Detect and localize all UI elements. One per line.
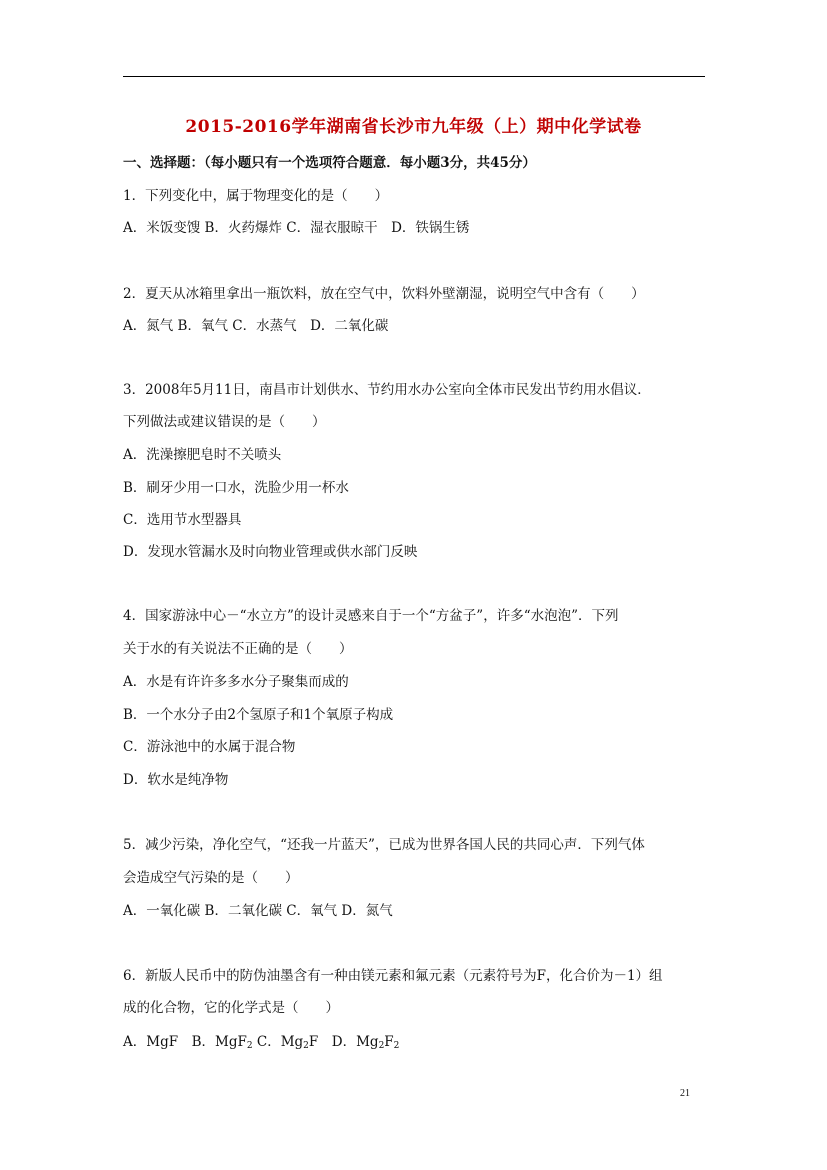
question-6-options [123, 1030, 399, 1051]
question-6-stem-line-2: 成的化合物，它的化学式是（ ） [123, 1000, 339, 1016]
option-ab-text: A．MgF B．MgF [123, 1034, 247, 1050]
question-1-options: A．米饭变馊 B．火药爆炸 C．湿衣服晾干 D．铁锅生锈 [123, 220, 470, 236]
subscript: 2 [393, 1041, 400, 1051]
option-d-text: F D．Mg [308, 1034, 379, 1050]
option-c-text: C．Mg [252, 1034, 304, 1050]
question-5-stem-line-1: 5．减少污染，净化空气，“还我一片蓝天”，已成为世界各国人民的共同心声．下列气体 [123, 837, 645, 853]
question-4-stem-line-1: 4．国家游泳中心－“水立方”的设计灵感来自于一个“方盆子”，许多“水泡泡”．下列 [123, 608, 619, 624]
header-rule [123, 76, 705, 77]
section-heading: 一、选择题：（每小题只有一个选项符合题意．每小题3分，共45分） [123, 155, 536, 171]
subscript: 2 [246, 1041, 253, 1051]
question-3-stem-line-2: 下列做法或建议错误的是（ ） [123, 414, 326, 430]
question-4-option-a: A．水是有许许多多水分子聚集而成的 [123, 674, 349, 690]
question-5-options: A．一氧化碳 B．二氧化碳 C．氧气 D．氮气 [123, 903, 393, 919]
question-3-stem-line-1: 3．2008年5月11日，南昌市计划供水、节约用水办公室向全体市民发出节约用水倡议． [123, 382, 651, 398]
question-6-stem-line-1: 6．新版人民币中的防伪油墨含有一种由镁元素和氟元素（元素符号为F，化合价为－1）组 [123, 968, 663, 984]
page-number: 21 [680, 1088, 690, 1099]
question-4-option-c: C．游泳池中的水属于混合物 [123, 739, 296, 755]
question-3-option-a: A．洗澡擦肥皂时不关喷头 [123, 447, 282, 463]
question-2-options: A．氮气 B．氧气 C．水蒸气 D．二氧化碳 [123, 318, 389, 334]
option-d-tail: F [384, 1034, 394, 1050]
subscript: 2 [378, 1041, 385, 1051]
question-5-stem-line-2: 会造成空气污染的是（ ） [123, 870, 299, 886]
question-3-option-c: C．选用节水型器具 [123, 512, 242, 528]
question-1-stem: 1．下列变化中，属于物理变化的是（ ） [123, 188, 389, 204]
question-2-stem: 2．夏天从冰箱里拿出一瓶饮料，放在空气中，饮料外壁潮湿，说明空气中含有（ ） [123, 286, 645, 302]
question-4-option-d: D．软水是纯净物 [123, 772, 229, 788]
question-3-option-d: D．发现水管漏水及时向物业管理或供水部门反映 [123, 544, 418, 560]
question-4-stem-line-2: 关于水的有关说法不正确的是（ ） [123, 641, 353, 657]
document-title: 2015-2016学年湖南省长沙市九年级（上）期中化学试卷 [185, 117, 642, 137]
question-4-option-b: B．一个水分子由2个氢原子和1个氧原子构成 [123, 707, 394, 723]
question-3-option-b: B．刷牙少用一口水，洗脸少用一杯水 [123, 480, 349, 496]
subscript: 2 [303, 1041, 309, 1051]
